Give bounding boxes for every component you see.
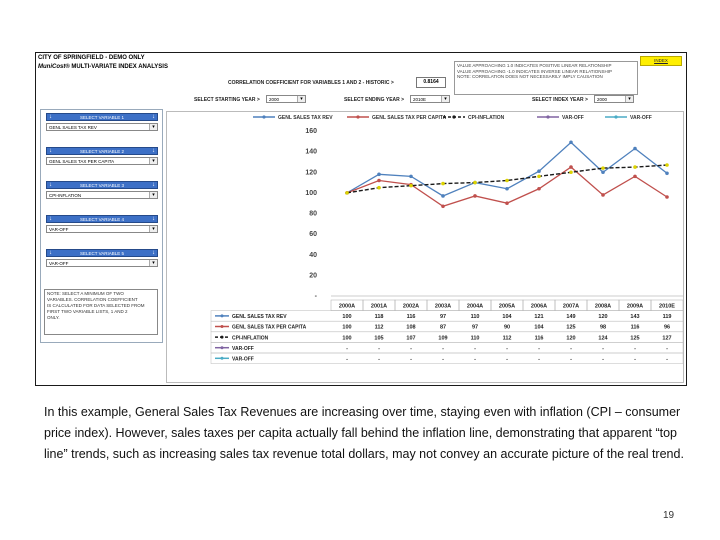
select-variable-4-button[interactable] bbox=[46, 215, 158, 223]
data-point bbox=[409, 175, 413, 179]
data-table-value: 97 bbox=[471, 324, 479, 331]
table-row-marker bbox=[221, 325, 224, 328]
data-point bbox=[537, 175, 541, 179]
data-table-value: - bbox=[666, 356, 668, 363]
app-subtitle bbox=[38, 64, 168, 70]
data-table-value: 120 bbox=[598, 314, 608, 321]
table-row-marker bbox=[221, 314, 224, 317]
data-point bbox=[569, 165, 573, 169]
data-point bbox=[441, 182, 445, 186]
data-table-value: 96 bbox=[663, 324, 671, 331]
data-table-value: 98 bbox=[599, 324, 607, 331]
slide-caption: In this example, General Sales Tax Revenues are increasing over time, staying even with inflation (CPI – consumer price index). However, sales taxes per capita actually fall behind the inflation line, demonstrating that apparent “top line” trends, such as increasing sales tax revenue total dollars, may not convey an accurate picture of the real trend. bbox=[44, 405, 684, 461]
brand-name: MuniCost bbox=[38, 64, 66, 70]
chevron-down-icon[interactable]: ▾ bbox=[149, 124, 157, 130]
arrow-down-icon: ↓ bbox=[152, 216, 155, 222]
chevron-down-icon[interactable]: ▾ bbox=[297, 96, 305, 102]
data-table-value: 108 bbox=[406, 324, 416, 331]
table-series-name: GENL SALES TAX PER CAPITA bbox=[232, 324, 307, 331]
data-table-value: - bbox=[666, 345, 668, 352]
variable-1-value: GENL SALES TAX REV bbox=[49, 125, 97, 130]
table-row bbox=[211, 342, 683, 353]
select-variable-3-label: SELECT VARIABLE 3 bbox=[79, 183, 125, 188]
data-table-value: 110 bbox=[470, 314, 480, 321]
end-year-label: SELECT ENDING YEAR > bbox=[344, 97, 405, 103]
app-title: CITY OF SPRINGFIELD - DEMO ONLY bbox=[38, 55, 145, 61]
line-chart bbox=[167, 112, 683, 382]
end-year-value: 2010E bbox=[413, 97, 427, 102]
y-tick-label: 100 bbox=[305, 189, 317, 197]
table-series-name: VAR-OFF bbox=[232, 356, 254, 363]
data-table-value: 100 bbox=[342, 335, 352, 342]
arrow-down-icon: ↓ bbox=[49, 182, 52, 188]
correlation-note: VALUE APPROACHING 1.0 INDICATES POSITIVE LINEAR RELATIONSHIP VALUE APPROACHING -1.0 INDICATES INVERSE LINEAR RELATIONSHIP NOTE: CORRELATION DOES NOT NECESSARILY IMPLY CAUSATION bbox=[454, 61, 638, 95]
data-point bbox=[537, 187, 541, 191]
x-category-label: 2003A bbox=[434, 303, 452, 310]
chevron-down-icon[interactable]: ▾ bbox=[625, 96, 633, 102]
data-point bbox=[633, 175, 637, 179]
legend-label: GENL SALES TAX PER CAPITA bbox=[372, 115, 447, 121]
data-table-value: 125 bbox=[566, 324, 576, 331]
data-table-value: 104 bbox=[502, 314, 512, 321]
legend-marker bbox=[614, 115, 617, 118]
arrow-down-icon: ↓ bbox=[152, 114, 155, 120]
legend-marker bbox=[546, 115, 549, 118]
data-point bbox=[345, 191, 349, 195]
data-table-value: 105 bbox=[374, 335, 384, 342]
data-table-value: 116 bbox=[406, 314, 416, 321]
data-point bbox=[505, 187, 509, 191]
data-table-value: - bbox=[346, 356, 348, 363]
legend-label: GENL SALES TAX REV bbox=[278, 115, 333, 121]
x-category-label: 2001A bbox=[370, 303, 388, 310]
y-tick-label: 20 bbox=[309, 272, 317, 280]
variable-2-select[interactable] bbox=[46, 157, 158, 165]
variable-3-select[interactable] bbox=[46, 191, 158, 199]
data-table-value: 124 bbox=[598, 335, 608, 342]
subtitle-rest: ® MULTI-VARIATE INDEX ANALYSIS bbox=[65, 64, 168, 70]
data-point bbox=[441, 204, 445, 208]
select-variable-3-button[interactable] bbox=[46, 181, 158, 189]
y-tick-label: 140 bbox=[305, 148, 317, 156]
data-point bbox=[505, 179, 509, 183]
variable-4-select[interactable] bbox=[46, 225, 158, 233]
arrow-down-icon: ↓ bbox=[152, 148, 155, 154]
y-tick-label: 40 bbox=[309, 251, 317, 259]
correlation-label: CORRELATION COEFFICIENT FOR VARIABLES 1 AND 2 - HISTORIC > bbox=[228, 80, 394, 86]
table-row-marker bbox=[221, 346, 224, 349]
start-year-select[interactable] bbox=[266, 95, 306, 103]
data-table-value: 125 bbox=[630, 335, 640, 342]
data-table-value: - bbox=[506, 345, 508, 352]
data-table-value: 90 bbox=[503, 324, 511, 331]
data-point bbox=[377, 173, 381, 177]
data-table-value: 119 bbox=[662, 314, 672, 321]
data-table-value: 110 bbox=[470, 335, 480, 342]
data-table-value: 116 bbox=[630, 324, 640, 331]
data-table-value: - bbox=[602, 356, 604, 363]
chevron-down-icon[interactable]: ▾ bbox=[149, 226, 157, 232]
x-category-label: 2010E bbox=[659, 303, 675, 310]
end-year-select[interactable] bbox=[410, 95, 450, 103]
data-table-value: - bbox=[474, 356, 476, 363]
data-table-value: 118 bbox=[374, 314, 384, 321]
select-variable-4-label: SELECT VARIABLE 4 bbox=[79, 217, 125, 222]
data-table-value: 143 bbox=[630, 314, 640, 321]
variable-3-value: CPI-INFLATION bbox=[49, 193, 82, 198]
data-table-value: 100 bbox=[342, 314, 352, 321]
variable-2-value: GENL SALES TAX PER CAPITA bbox=[49, 159, 115, 164]
data-table-value: - bbox=[570, 356, 572, 363]
x-category-label: 2004A bbox=[466, 303, 484, 310]
data-table-value: 107 bbox=[406, 335, 416, 342]
data-point bbox=[569, 141, 573, 145]
x-category-label: 2002A bbox=[402, 303, 420, 310]
data-table-value: 104 bbox=[534, 324, 544, 331]
legend-label: VAR-OFF bbox=[562, 115, 584, 121]
variable-1-select[interactable] bbox=[46, 123, 158, 131]
data-table-value: 112 bbox=[502, 335, 512, 342]
chevron-down-icon[interactable]: ▾ bbox=[149, 192, 157, 198]
index-link-button[interactable]: INDEX bbox=[640, 56, 682, 66]
data-table-value: 87 bbox=[439, 324, 447, 331]
app-title-block bbox=[38, 55, 168, 70]
chevron-down-icon[interactable]: ▾ bbox=[149, 158, 157, 164]
arrow-down-icon: ↓ bbox=[152, 182, 155, 188]
spreadsheet-screenshot bbox=[35, 52, 687, 386]
data-point bbox=[377, 179, 381, 183]
data-table-value: 149 bbox=[566, 314, 576, 321]
table-row-marker bbox=[221, 336, 224, 339]
x-category-label: 2008A bbox=[594, 303, 612, 310]
data-table-value: - bbox=[634, 345, 636, 352]
x-category-label: 2009A bbox=[626, 303, 644, 310]
table-series-name: GENL SALES TAX REV bbox=[232, 314, 287, 321]
data-point bbox=[665, 171, 669, 175]
data-table-value: - bbox=[410, 345, 412, 352]
index-year-label: SELECT INDEX YEAR > bbox=[532, 97, 588, 103]
data-point bbox=[633, 165, 637, 169]
legend-marker bbox=[262, 115, 265, 118]
data-table-value: - bbox=[442, 345, 444, 352]
data-point bbox=[665, 163, 669, 167]
y-tick-label: 120 bbox=[305, 169, 317, 177]
y-tick-label: 80 bbox=[309, 210, 317, 218]
data-table-value: - bbox=[538, 345, 540, 352]
data-point bbox=[473, 181, 477, 185]
data-table-value: - bbox=[346, 345, 348, 352]
chevron-down-icon[interactable]: ▾ bbox=[149, 260, 157, 266]
data-table-value: - bbox=[378, 356, 380, 363]
data-table-value: - bbox=[442, 356, 444, 363]
table-series-name: CPI-INFLATION bbox=[232, 335, 269, 342]
select-variable-1-button[interactable] bbox=[46, 113, 158, 121]
x-category-label: 2006A bbox=[530, 303, 548, 310]
arrow-down-icon: ↓ bbox=[49, 148, 52, 154]
data-table-value: 100 bbox=[342, 324, 352, 331]
data-table-value: 121 bbox=[534, 314, 544, 321]
data-point bbox=[601, 170, 605, 174]
data-table-value: - bbox=[410, 356, 412, 363]
chart-area bbox=[166, 111, 684, 383]
data-table-value: 109 bbox=[438, 335, 448, 342]
x-category-label: 2007A bbox=[562, 303, 580, 310]
legend-label: CPI-INFLATION bbox=[468, 115, 505, 121]
data-point bbox=[665, 195, 669, 199]
data-table-value: - bbox=[570, 345, 572, 352]
page-number: 19 bbox=[663, 510, 675, 521]
data-point bbox=[409, 184, 413, 188]
data-point bbox=[441, 194, 445, 198]
table-row-marker bbox=[221, 357, 224, 360]
legend-marker bbox=[452, 115, 455, 118]
selection-note: NOTE: SELECT A MINIMUM OF TWO VARIABLES. CORRELATION COEFFICIENT IS CALCULATED FOR DATA SELECTED FROM FIRST TWO VARIABLE LISTS, 1 AND 2 ONLY. bbox=[44, 289, 158, 335]
y-tick-label: - bbox=[314, 293, 317, 300]
arrow-down-icon: ↓ bbox=[49, 114, 52, 120]
y-tick-label: 160 bbox=[305, 128, 317, 135]
data-table-value: 116 bbox=[534, 335, 544, 342]
data-table-value: - bbox=[538, 356, 540, 363]
data-table-value: 112 bbox=[374, 324, 384, 331]
chevron-down-icon[interactable]: ▾ bbox=[441, 96, 449, 102]
arrow-down-icon: ↓ bbox=[49, 216, 52, 222]
x-category-label: 2000A bbox=[338, 303, 356, 310]
table-row bbox=[211, 353, 683, 364]
select-variable-5-label: SELECT VARIABLE 5 bbox=[79, 251, 125, 256]
arrow-down-icon: ↓ bbox=[49, 250, 52, 256]
data-table-value: 97 bbox=[439, 314, 447, 321]
data-point bbox=[569, 170, 573, 174]
legend-marker bbox=[356, 115, 359, 118]
data-table-value: - bbox=[634, 356, 636, 363]
x-category-label: 2005A bbox=[498, 303, 516, 310]
data-table-value: - bbox=[602, 345, 604, 352]
index-year-value: 2000 bbox=[597, 97, 608, 102]
data-point bbox=[537, 169, 541, 173]
y-tick-label: 60 bbox=[309, 231, 317, 239]
data-table-value: - bbox=[506, 356, 508, 363]
data-point bbox=[377, 186, 381, 190]
arrow-down-icon: ↓ bbox=[152, 250, 155, 256]
data-table-value: - bbox=[474, 345, 476, 352]
variable-5-value: VAR-OFF bbox=[49, 261, 69, 266]
data-point bbox=[505, 201, 509, 205]
select-variable-5-button[interactable] bbox=[46, 249, 158, 257]
data-table-value: - bbox=[378, 345, 380, 352]
select-variable-2-button[interactable] bbox=[46, 147, 158, 155]
start-year-value: 2000 bbox=[269, 97, 280, 102]
variable-4-value: VAR-OFF bbox=[49, 227, 69, 232]
legend-label: VAR-OFF bbox=[630, 115, 652, 121]
variable-5-select[interactable] bbox=[46, 259, 158, 267]
data-table-value: 120 bbox=[566, 335, 576, 342]
correlation-value: 0.8164 bbox=[416, 77, 446, 88]
data-table-value: 127 bbox=[662, 335, 672, 342]
data-point bbox=[601, 193, 605, 197]
data-point bbox=[601, 166, 605, 170]
data-point bbox=[633, 147, 637, 151]
select-variable-1-label: SELECT VARIABLE 1 bbox=[79, 115, 125, 120]
index-year-select[interactable] bbox=[594, 95, 634, 103]
table-series-name: VAR-OFF bbox=[232, 345, 254, 352]
start-year-label: SELECT STARTING YEAR > bbox=[194, 97, 260, 103]
data-point bbox=[473, 194, 477, 198]
select-variable-2-label: SELECT VARIABLE 2 bbox=[79, 149, 125, 154]
